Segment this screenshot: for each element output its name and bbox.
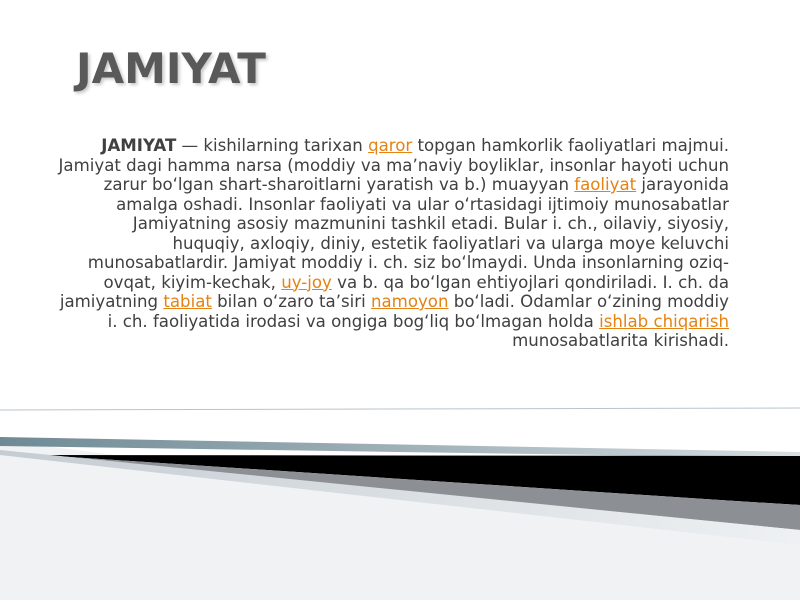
link-faoliyat[interactable]: faoliyat xyxy=(574,175,637,194)
body-text-segment: bilan oʻzaro taʼsiri xyxy=(211,292,371,311)
link-qaror[interactable]: qaror xyxy=(368,136,413,155)
body-text-segment: boʻladi. Odamlar oʻzining moddiy i. ch. faoliyatida irodasi va ongiga bogʻliq boʻlmagan holda xyxy=(107,292,729,331)
body-text-segment: topgan hamkorlik faoliyatlari majmui. Jamiyat dagi hamma narsa (moddiy va maʼnaviy boyliklar, insonlar hayoti uchun zarur boʻlgan shart-sharoitlarni yaratish va b.) muayyan xyxy=(58,136,729,194)
slide-body-text xyxy=(58,136,729,351)
slide-title: JAMIYAT xyxy=(76,44,266,93)
body-text-segment: — kishilarning tarixan xyxy=(176,136,369,155)
link-ishlab-chiqarish[interactable]: ishlab chiqarish xyxy=(599,311,729,331)
link-tabiat[interactable]: tabiat xyxy=(163,292,212,311)
body-text-segment: jarayonida amalga oshadi. Insonlar faoliyati va ular oʻrtasidagi ijtimoiy munosabatlar Jamiyatning asosiy mazmunini tashkil etadi. Bular i. ch., oilaviy, siyosiy, huquqiy, axloqiy, diniy, estetik faoliyatlari va ularga moye keluvchi munosabatlardir. Jamiyat moddiy i. ch. siz boʻlmaydi. Unda insonlarning oziq-ovqat, kiyim-kechak, xyxy=(87,175,729,292)
body-text-segment: va b. qa boʻlgan ehtiyojlari qondiriladi. I. ch. da jamiyatning xyxy=(59,272,729,311)
body-text-segment: munosabatlarita kirishadi. xyxy=(512,331,729,350)
link-namoyon[interactable]: namoyon xyxy=(370,292,449,311)
link-uy-joy[interactable]: uy-joy xyxy=(281,272,332,292)
stripe-thin-line xyxy=(0,408,800,410)
stripe-gray-band xyxy=(0,437,800,458)
body-term-bold: JAMIYAT xyxy=(101,136,177,155)
